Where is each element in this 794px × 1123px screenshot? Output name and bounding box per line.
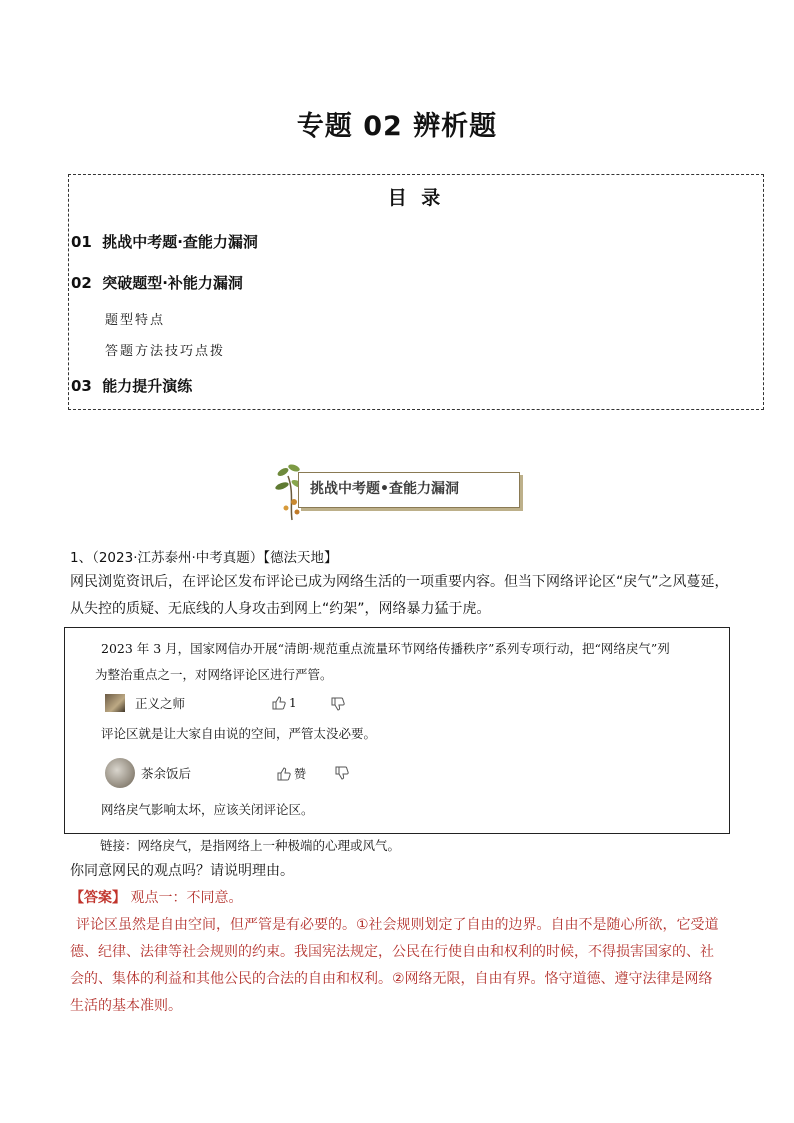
toc-subitem: 答题方法技巧点拨 [105, 344, 226, 359]
username: 正义之师 [135, 696, 186, 711]
answer-label: 【答案】 [70, 890, 126, 906]
question-prompt: 你同意网民的观点吗？请说明理由。 [70, 863, 294, 879]
avatar [105, 694, 125, 712]
comment-text: 评论区就是让大家自由说的空间，严管太没必要。 [101, 726, 377, 741]
answer-line [76, 912, 736, 939]
toc-item-number: 03 [71, 377, 92, 395]
toc-subitem: 题型特点 [105, 313, 166, 328]
username: 茶余饭后 [141, 766, 192, 781]
banner-label: 挑战中考题•查能力漏洞 [310, 481, 459, 497]
link-note: 链接：网络戾气，是指网络上一种极端的心理或风气。 [100, 838, 401, 853]
toc-item-03 [71, 375, 192, 396]
section-banner [270, 462, 526, 522]
like-count: 赞 [294, 767, 307, 781]
question-intro-line: 从失控的质疑、无底线的人身攻击到网上“约架”，网络暴力猛于虎。 [70, 601, 491, 617]
avatar [105, 758, 135, 788]
toc-item-number: 01 [71, 233, 92, 251]
comment-text: 网络戾气影响太坏，应该关闭评论区。 [101, 802, 314, 817]
answer-segment: 自由不是随心所欲，它受道 [550, 917, 719, 933]
toc-item-number: 02 [71, 274, 92, 292]
material-line: 2023 年 3 月，国家网信办开展“清朗·规范重点流量环节网络传播秩序”系列专项行动，把“网络戾气”列 [101, 641, 670, 656]
thumbs-down-icon [335, 766, 349, 780]
answer-head [70, 885, 730, 912]
dislike-button[interactable] [335, 766, 352, 780]
answer-line: 德、纪律、法律等社会规则的约束。我国宪法规定，公民在行使自由和权利的时候，不得损害国家的、社 [70, 944, 714, 960]
toc-item-label: 突破题型·补能力漏洞 [102, 274, 243, 292]
material-box [64, 627, 730, 834]
toc-item-label: 挑战中考题·查能力漏洞 [102, 233, 258, 251]
comment-user-1 [105, 694, 185, 712]
answer-segment: 评论区虽然是自由空间，但严管是有必要的。 [76, 917, 356, 933]
answer-segment: ①社会规则划定了自由的边界。 [356, 917, 551, 933]
like-count: 1 [289, 696, 297, 710]
thumbs-down-icon [331, 697, 345, 711]
table-of-contents [68, 174, 764, 410]
thumbs-up-icon [272, 696, 286, 710]
toc-heading: 目 录 [387, 187, 445, 209]
material-line: 为整治重点之一，对网络评论区进行严管。 [95, 667, 333, 682]
dislike-button[interactable] [331, 697, 348, 711]
page-title: 专题 02 辨析题 [296, 111, 498, 142]
answer-line: 生活的基本准则。 [70, 998, 182, 1014]
toc-item-label: 能力提升演练 [102, 377, 193, 395]
thumbs-up-icon [277, 767, 291, 781]
answer-view: 观点一：不同意。 [130, 890, 243, 906]
comment-user-2 [105, 758, 191, 788]
like-button[interactable] [272, 696, 297, 710]
question-intro-line: 网民浏览资讯后，在评论区发布评论已成为网络生活的一项重要内容。但当下网络评论区“戾气”之风蔓延， [70, 574, 729, 590]
toc-item-02 [71, 272, 243, 293]
question-header: 1、（2023·江苏泰州·中考真题）【德法天地】 [70, 550, 338, 566]
answer-line: 会的、集体的利益和其他公民的合法的自由和权利。②网络无限，自由有界。恪守道德、遵守法律是网络 [70, 971, 713, 987]
toc-item-01 [71, 231, 258, 252]
like-button[interactable] [277, 765, 306, 782]
